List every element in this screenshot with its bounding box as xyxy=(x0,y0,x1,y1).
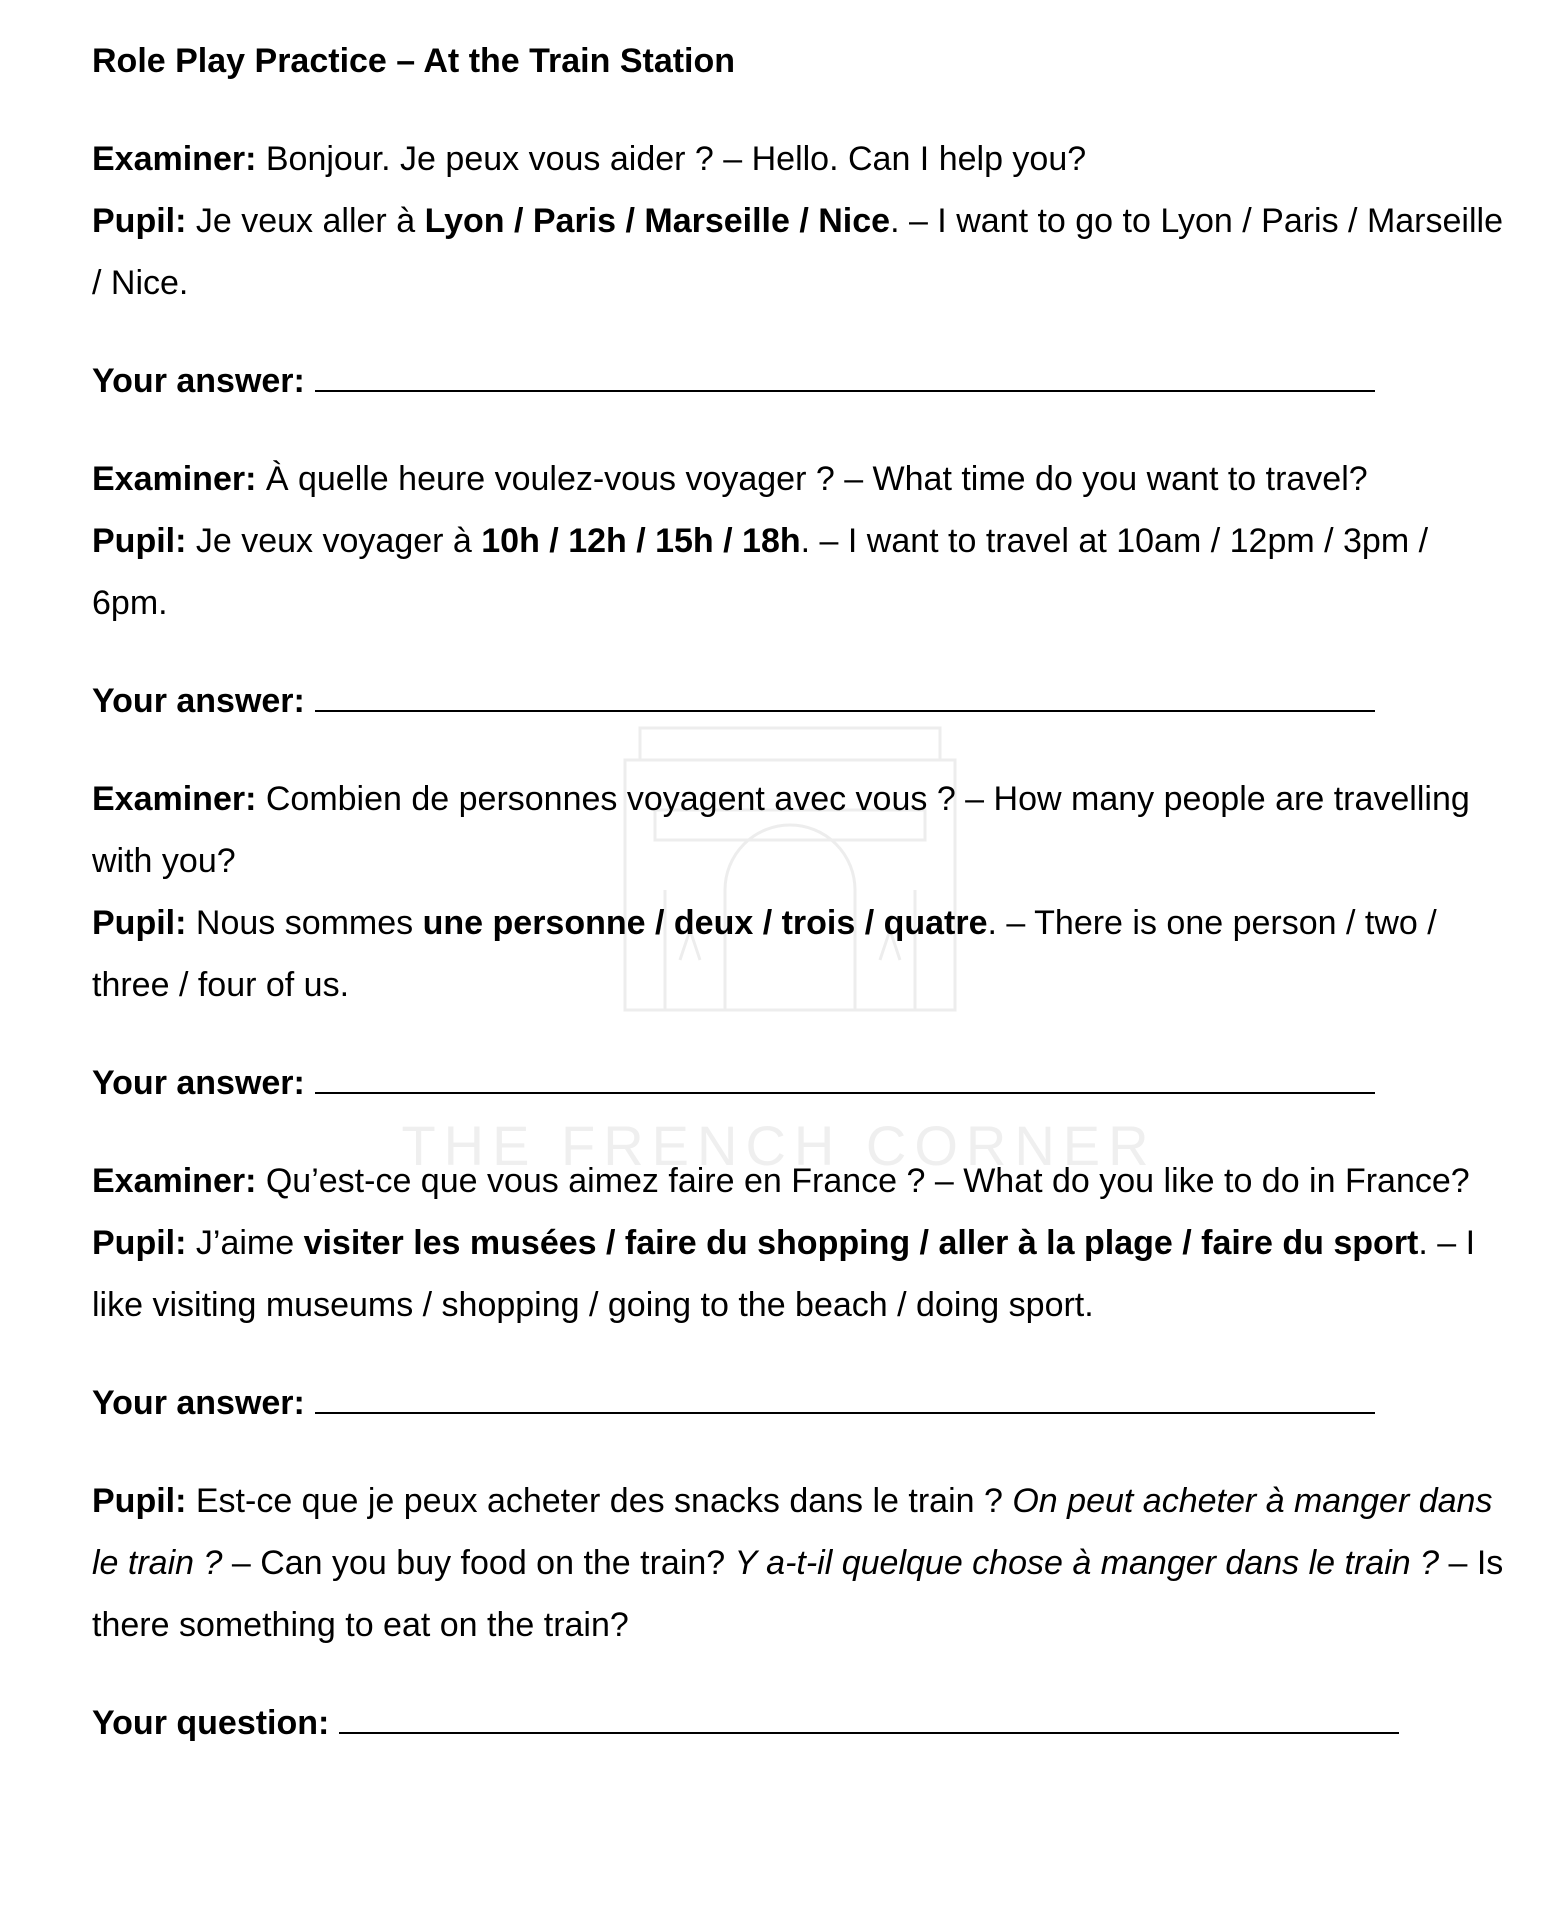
examiner-label: Examiner: xyxy=(92,140,257,178)
pupil-line-4 xyxy=(92,1212,1512,1336)
pupil-label: Pupil: xyxy=(92,904,187,942)
pupil-line-2 xyxy=(92,510,1512,634)
examiner-label: Examiner: xyxy=(92,460,257,498)
pupil-options: visiter les musées / faire du shopping / aller à la plage / faire du sport xyxy=(303,1224,1419,1262)
examiner-line-3 xyxy=(92,768,1512,892)
pupil-line-3 xyxy=(92,892,1512,1016)
answer-blank[interactable] xyxy=(315,1390,1375,1414)
question-row xyxy=(92,1692,1512,1754)
pupil-label: Pupil: xyxy=(92,522,187,560)
pupil-options: une personne / deux / trois / quatre xyxy=(422,904,988,942)
pupil-line-5 xyxy=(92,1470,1512,1656)
answer-blank[interactable] xyxy=(315,1070,1375,1094)
pupil-label: Pupil: xyxy=(92,1482,187,1520)
pupil-translation: . – I like visiting museums / shopping / going to the beach / doing sport. xyxy=(92,1224,1476,1324)
pupil-text: Est-ce que je peux acheter des snacks dans le train ? xyxy=(186,1482,1013,1520)
answer-label: Your answer: xyxy=(92,362,305,400)
answer-row-3 xyxy=(92,1052,1512,1114)
examiner-label: Examiner: xyxy=(92,1162,257,1200)
question-blank[interactable] xyxy=(339,1710,1399,1734)
pupil-options: 10h / 12h / 15h / 18h xyxy=(481,522,801,560)
answer-blank[interactable] xyxy=(315,688,1375,712)
answer-row-4 xyxy=(92,1372,1512,1434)
pupil-label: Pupil: xyxy=(92,202,187,240)
pupil-text: Je veux voyager à xyxy=(186,522,482,560)
examiner-text: Bonjour. Je peux vous aider ? – Hello. Can I help you? xyxy=(256,140,1087,178)
examiner-line-4 xyxy=(92,1150,1512,1212)
worksheet xyxy=(92,30,1512,1790)
pupil-italic-question-2: Y a-t-il quelque chose à manger dans le train ? xyxy=(734,1544,1440,1582)
pupil-translation: . – I want to travel at 10am / 12pm / 3pm / 6pm. xyxy=(92,522,1429,622)
answer-label: Your answer: xyxy=(92,1384,305,1422)
answer-label: Your answer: xyxy=(92,1064,305,1102)
pupil-translation: . – I want to go to Lyon / Paris / Marseille / Nice. xyxy=(92,202,1503,302)
pupil-options: Lyon / Paris / Marseille / Nice xyxy=(424,202,891,240)
pupil-text: Nous sommes xyxy=(186,904,423,942)
question-label: Your question: xyxy=(92,1704,330,1742)
pupil-text: J’aime xyxy=(186,1224,304,1262)
examiner-line-2 xyxy=(92,448,1512,510)
pupil-translation: . – There is one person / two / three / four of us. xyxy=(92,904,1437,1004)
pupil-text: Je veux aller à xyxy=(186,202,425,240)
pupil-label: Pupil: xyxy=(92,1224,187,1262)
page-title: Role Play Practice – At the Train Station xyxy=(92,42,736,80)
answer-row-2 xyxy=(92,670,1512,732)
pupil-line-1 xyxy=(92,190,1512,314)
pupil-translation-1: – Can you buy food on the train? xyxy=(222,1544,735,1582)
examiner-line-1 xyxy=(92,128,1512,190)
examiner-label: Examiner: xyxy=(92,780,257,818)
answer-blank[interactable] xyxy=(315,368,1375,392)
examiner-text: Qu’est-ce que vous aimez faire en France ? – What do you like to do in France? xyxy=(256,1162,1470,1200)
examiner-text: À quelle heure voulez-vous voyager ? – What time do you want to travel? xyxy=(256,460,1368,498)
examiner-text: Combien de personnes voyagent avec vous ? – How many people are travelling with you? xyxy=(92,780,1470,880)
pupil-italic-question-1: On peut acheter à manger dans le train ? xyxy=(92,1482,1493,1582)
answer-row-1 xyxy=(92,350,1512,412)
answer-label: Your answer: xyxy=(92,682,305,720)
pupil-translation-2: – Is there something to eat on the train? xyxy=(92,1544,1504,1644)
watermark-text: THE FRENCH CORNER xyxy=(401,1114,1157,1177)
